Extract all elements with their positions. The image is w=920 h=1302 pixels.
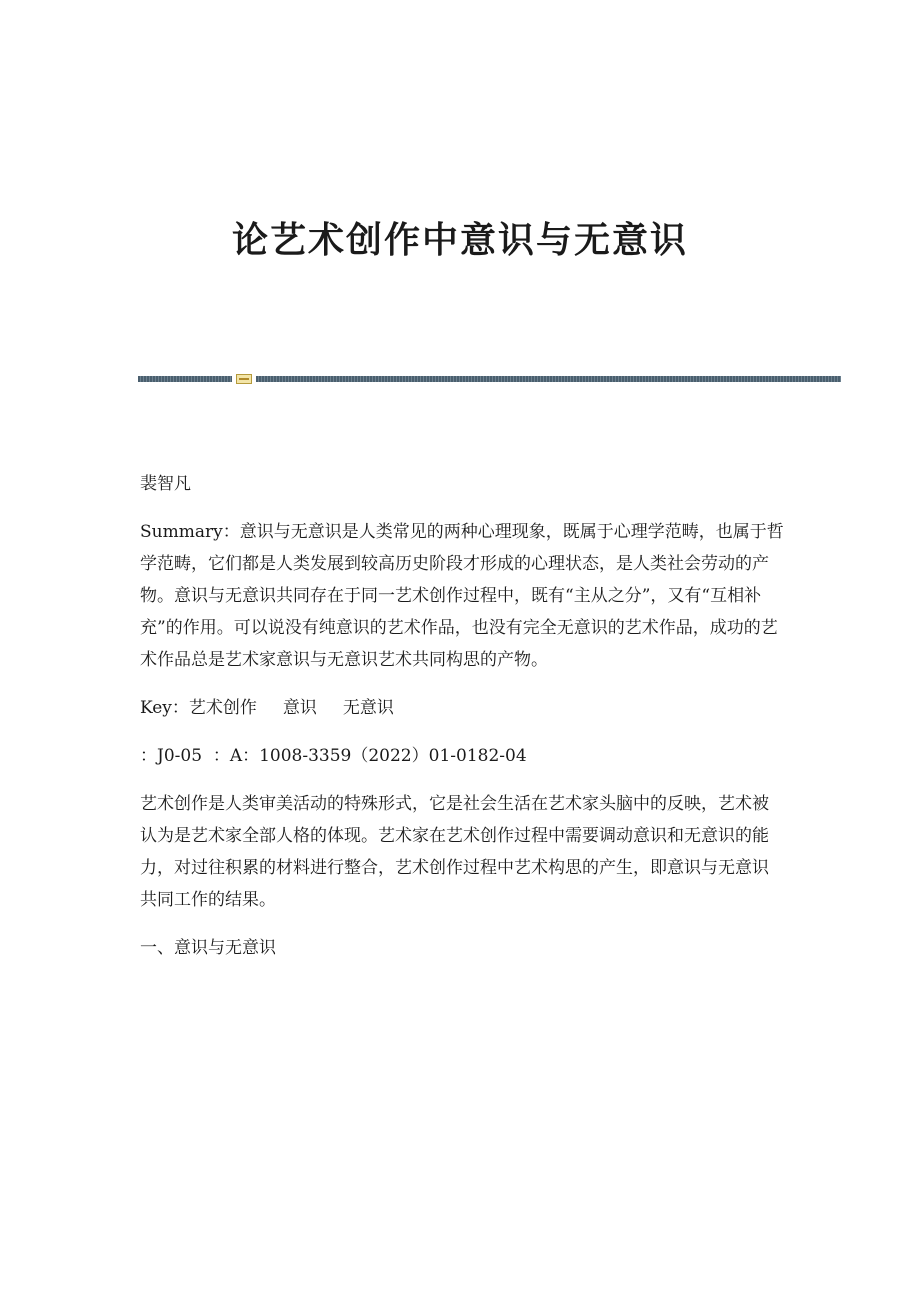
author-name: 裴智凡 xyxy=(140,474,191,494)
summary-paragraph xyxy=(140,516,785,676)
keyword-item: 艺术创作 xyxy=(188,698,257,718)
keyword-item: 意识 xyxy=(282,698,317,718)
divider-bar-left xyxy=(138,376,232,382)
divider-ornament-icon xyxy=(236,374,252,384)
body-paragraph: 艺术创作是人类审美活动的特殊形式，它是社会生活在艺术家头脑中的反映，艺术被认为是艺术家全部人格的体现。艺术家在艺术创作过程中需要调动意识和无意识的能力，对过往积累的材料进行整合，艺术创作过程中艺术构思的产生，即意识与无意识共同工作的结果。 xyxy=(140,794,769,910)
section-heading: 一、意识与无意识 xyxy=(140,938,276,958)
keywords-line xyxy=(140,692,785,724)
summary-text: 意识与无意识是人类常见的两种心理现象，既属于心理学范畴，也属于哲学范畴，它们都是人类发展到较高历史阶段才形成的心理状态，是人类社会劳动的产物。意识与无意识共同存在于同一艺术创作过程中，既有“主从之分”，又有“互相补充”的作用。可以说没有纯意识的艺术作品，也没有完全无意识的艺术作品，成功的艺术作品总是艺术家意识与无意识艺术共同构思的产物。 xyxy=(140,522,784,670)
keyword-item: 无意识 xyxy=(342,698,394,718)
summary-label: Summary： xyxy=(140,522,240,542)
classification-line: ：J0-05 ：A：1008-3359（2022）01-0182-04 xyxy=(140,746,527,766)
title-divider xyxy=(138,374,841,384)
divider-bar-right xyxy=(256,376,841,382)
document-title: 论艺术创作中意识与无意识 xyxy=(231,219,688,261)
document-body xyxy=(140,468,785,980)
keywords-label: Key： xyxy=(140,698,189,718)
